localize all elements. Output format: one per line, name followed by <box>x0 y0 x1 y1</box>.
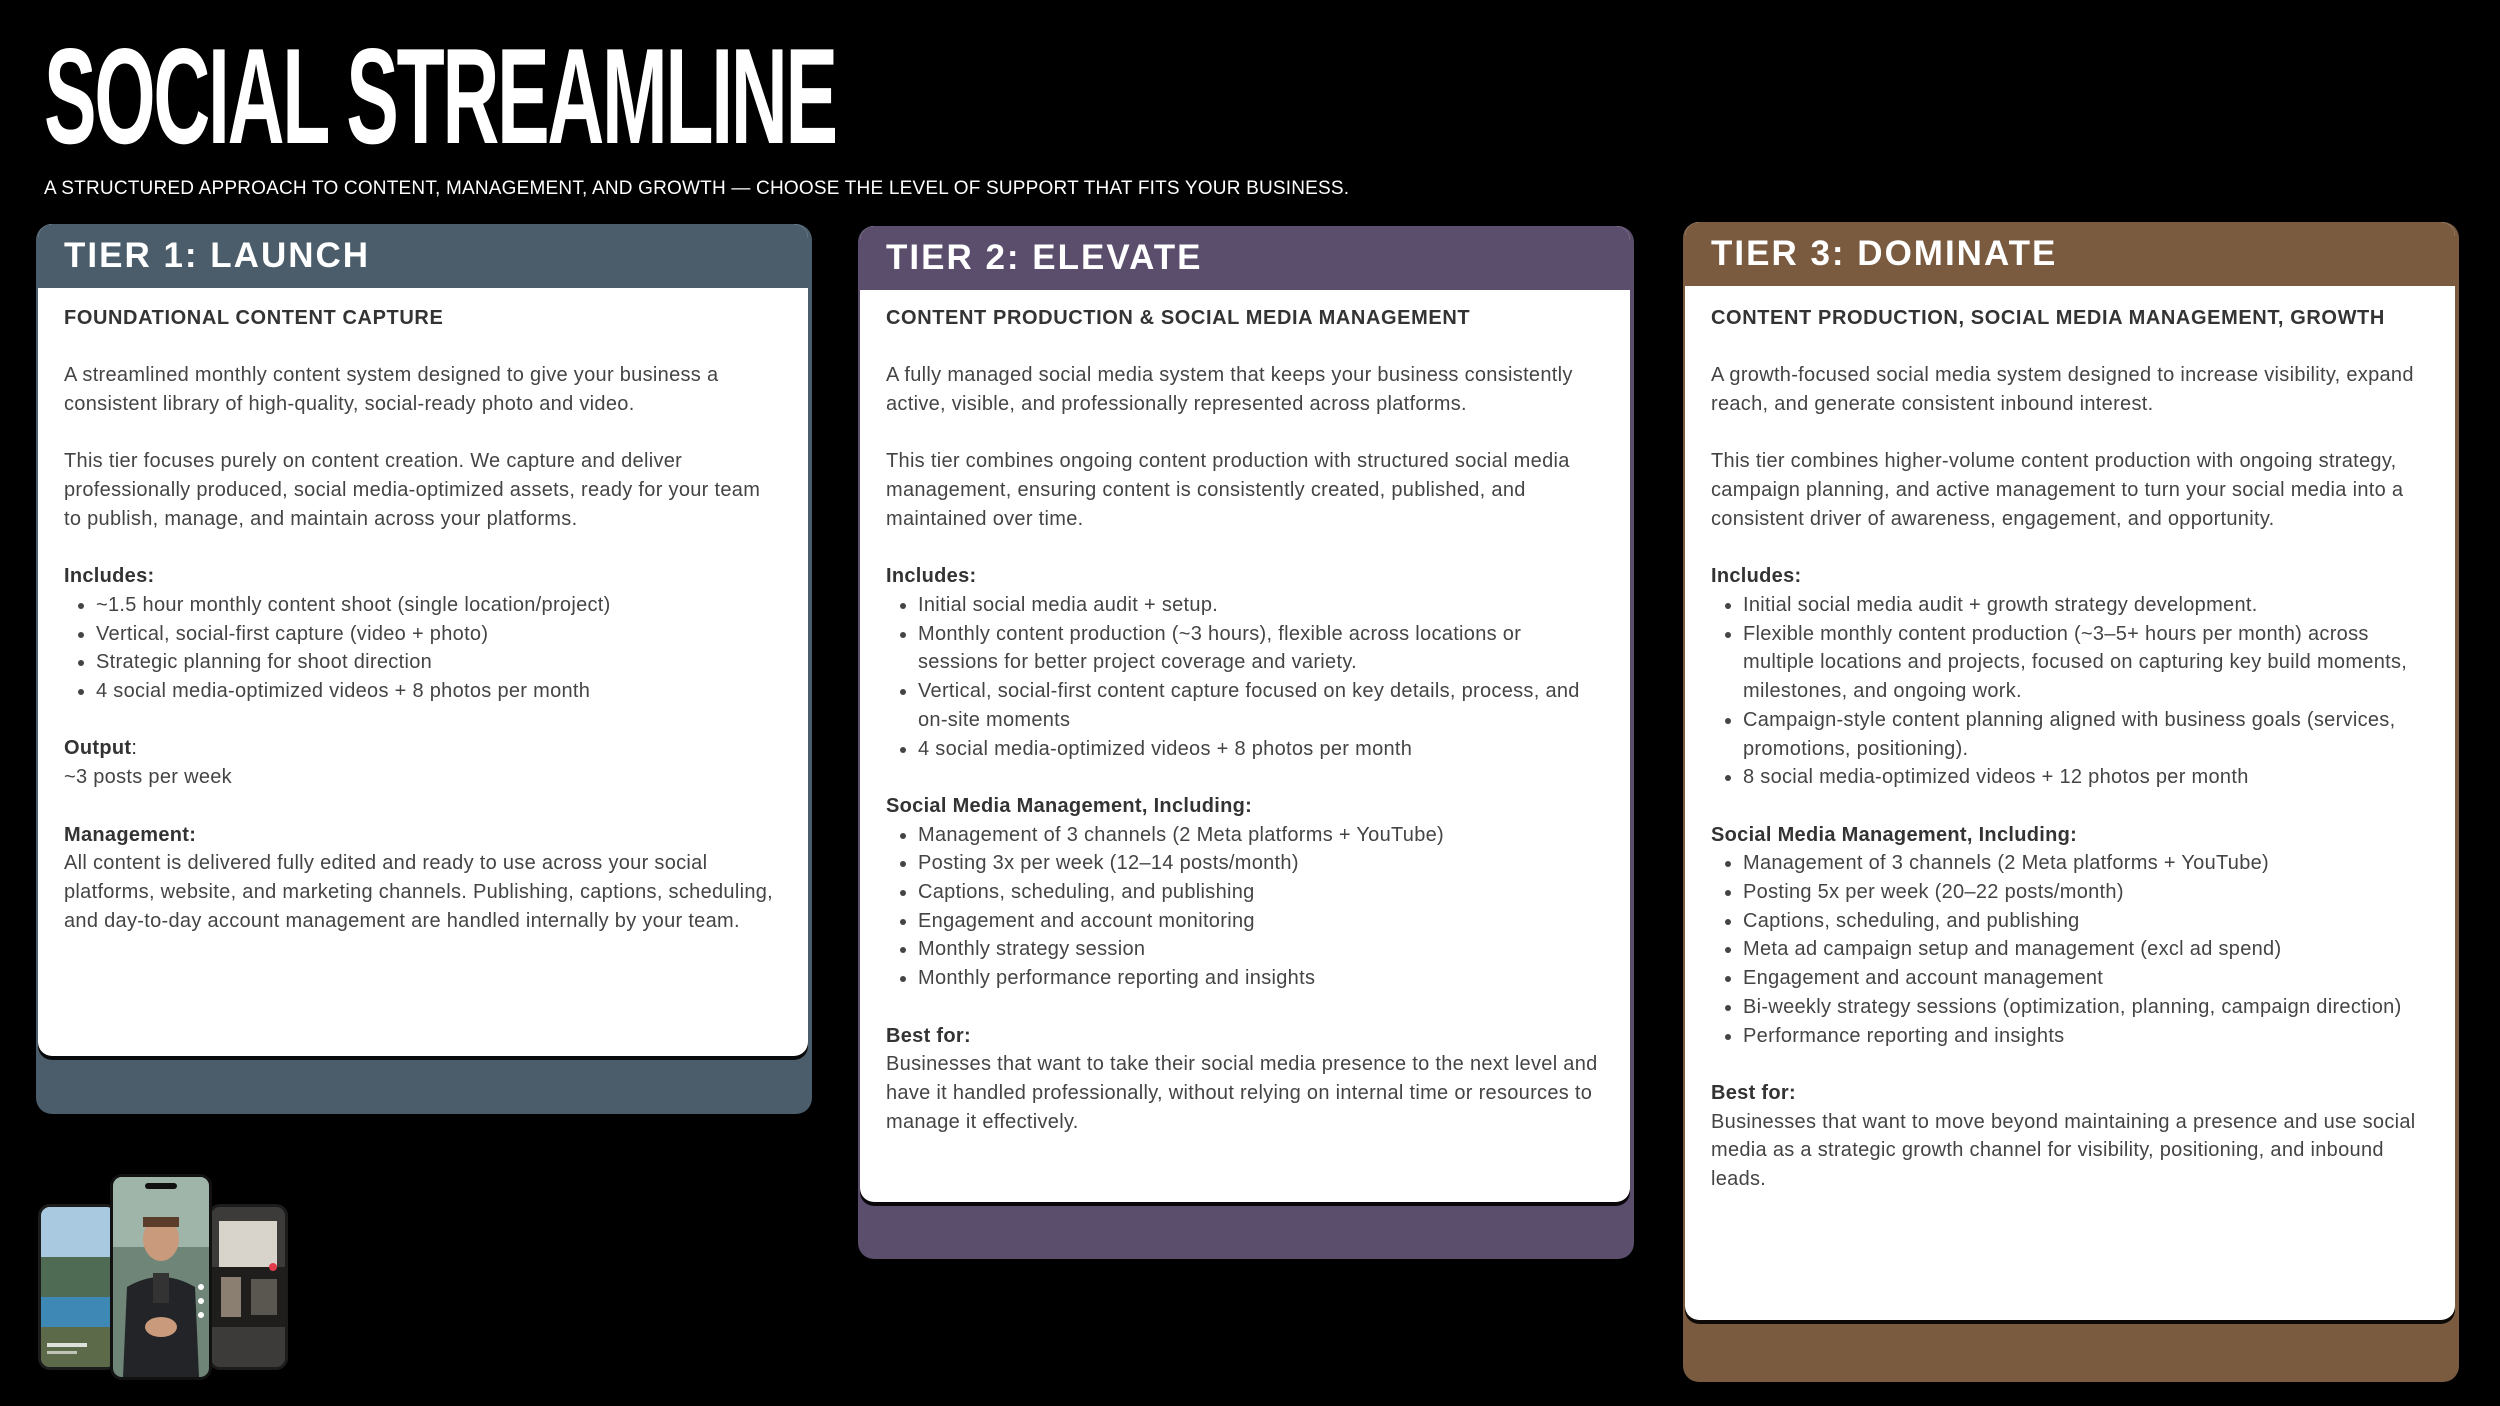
list-item: • Engagement and account management <box>1743 964 2429 993</box>
tier2-card <box>860 226 1630 1202</box>
list-item: • Monthly performance reporting and insights <box>918 964 1604 993</box>
tier2-intro: A fully managed social media system that keeps your business consistently active, visible, and professionally represented across platforms. <box>886 364 1573 416</box>
list-item: • Vertical, social-first content capture focused on key details, process, and on-site moments <box>918 677 1604 734</box>
tier2-focus: This tier combines ongoing content production with structured social media management, ensuring content is consistently created, published, and maintained over time. <box>886 450 1570 530</box>
tier1-output-label <box>64 734 782 763</box>
list-item: • Management of 3 channels (2 Meta platforms + YouTube) <box>918 821 1604 850</box>
tier1-body <box>38 288 808 935</box>
tier1-includes-list <box>64 591 782 706</box>
tier1-header <box>38 224 808 288</box>
tier3-subtitle: CONTENT PRODUCTION, SOCIAL MEDIA MANAGEMENT, GROWTH <box>1711 307 2385 329</box>
tier1-management-label: Management: <box>64 823 197 846</box>
tier2-best-label: Best for: <box>886 1024 971 1047</box>
tier2-smm-list <box>886 821 1604 993</box>
tier1-focus: This tier focuses purely on content creation. We capture and deliver professionally produced, social media-optimized assets, ready for your team to publish, manage, and maintain across your platforms. <box>64 450 761 530</box>
tier3-best-text: Businesses that want to move beyond maintaining a presence and use social media as a strategic growth channel for visibility, positioning, and inbound leads. <box>1711 1110 2416 1191</box>
tier2-header <box>860 226 1630 290</box>
list-item: • Posting 5x per week (20–22 posts/month) <box>1743 878 2429 907</box>
list-item: • Performance reporting and insights <box>1743 1022 2429 1051</box>
list-item: • Initial social media audit + growth strategy development. <box>1743 591 2429 620</box>
tier3-includes-label: Includes: <box>1711 565 1802 588</box>
list-item: • Initial social media audit + setup. <box>918 591 1604 620</box>
list-item: • Vertical, social-first capture (video + photo) <box>96 620 782 649</box>
tier1-subtitle: FOUNDATIONAL CONTENT CAPTURE <box>64 307 444 329</box>
tier2-subtitle: CONTENT PRODUCTION & SOCIAL MEDIA MANAGEMENT <box>886 307 1471 329</box>
list-item: • Bi-weekly strategy sessions (optimization, planning, campaign direction) <box>1743 993 2429 1022</box>
tier1-management-text: All content is delivered fully edited and ready to use across your social platforms, website, and marketing channels. Publishing, captions, scheduling, and day-to-day account management are handled internally by your team. <box>64 852 774 932</box>
tier3-body <box>1685 286 2455 1194</box>
tier3-best-label: Best for: <box>1711 1081 1796 1104</box>
tier3-smm-list <box>1711 849 2429 1050</box>
tier1-output-colon: : <box>131 737 138 760</box>
tier2-smm-label: Social Media Management, Including: <box>886 794 1253 817</box>
list-item: • Engagement and account monitoring <box>918 907 1604 936</box>
tier3-intro: A growth-focused social media system designed to increase visibility, expand reach, and generate consistent inbound interest. <box>1711 364 2414 416</box>
tier3-includes-list <box>1711 591 2429 792</box>
list-item: • Captions, scheduling, and publishing <box>918 878 1604 907</box>
tier2-best-text: Businesses that want to take their social media presence to the next level and have it handled professionally, without relying on internal time or resources to manage it effectively. <box>886 1053 1598 1133</box>
tier1-intro: A streamlined monthly content system designed to give your business a consistent library of high-quality, social-ready photo and video. <box>64 364 719 416</box>
tier1-output-label-text: Output <box>64 737 132 760</box>
page-tagline: A STRUCTURED APPROACH TO CONTENT, MANAGEMENT, AND GROWTH — CHOOSE THE LEVEL OF SUPPORT THAT FITS YOUR BUSINESS. <box>44 178 1350 199</box>
tier2-includes-label: Includes: <box>886 565 977 588</box>
list-item: • Strategic planning for shoot direction <box>96 648 782 677</box>
tier3-card <box>1685 222 2455 1320</box>
tier2-title: TIER 2: ELEVATE <box>886 238 1203 277</box>
tier1-includes-label: Includes: <box>64 565 155 588</box>
list-item: • ~1.5 hour monthly content shoot (single location/project) <box>96 591 782 620</box>
tier2-body <box>860 290 1630 1136</box>
tier3-smm-label: Social Media Management, Including: <box>1711 823 2078 846</box>
tier1-output-value: ~3 posts per week <box>64 766 232 789</box>
list-item: • Monthly content production (~3 hours), flexible across locations or sessions for better project coverage and variety. <box>918 620 1604 677</box>
page-title: SOCIAL STREAMLINE <box>44 20 836 172</box>
tier3-header <box>1685 222 2455 286</box>
phone-left-image <box>38 1204 118 1370</box>
list-item: • Meta ad campaign setup and management (excl ad spend) <box>1743 935 2429 964</box>
list-item: • Captions, scheduling, and publishing <box>1743 907 2429 936</box>
list-item: • 8 social media-optimized videos + 12 photos per month <box>1743 763 2429 792</box>
tier3-focus: This tier combines higher-volume content production with ongoing strategy, campaign planning, and active management to turn your social media into a consistent driver of awareness, engagement, and opportunity. <box>1711 450 2404 530</box>
phone-center-image <box>110 1174 212 1380</box>
list-item: • Monthly strategy session <box>918 935 1604 964</box>
list-item: • Flexible monthly content production (~3–5+ hours per month) across multiple locations and projects, focused on capturing key build moments, milestones, and ongoing work. <box>1743 620 2429 706</box>
phone-mockups-image <box>38 1172 286 1378</box>
phone-right-image <box>208 1204 288 1370</box>
list-item: • 4 social media-optimized videos + 8 photos per month <box>918 735 1604 764</box>
tier1-card <box>38 224 808 1056</box>
list-item: • Campaign-style content planning aligned with business goals (services, promotions, positioning). <box>1743 706 2429 763</box>
tier3-title: TIER 3: DOMINATE <box>1711 234 2058 273</box>
tier1-title: TIER 1: LAUNCH <box>64 236 371 275</box>
tier2-includes-list <box>886 591 1604 763</box>
list-item: • Management of 3 channels (2 Meta platforms + YouTube) <box>1743 849 2429 878</box>
list-item: • 4 social media-optimized videos + 8 photos per month <box>96 677 782 706</box>
list-item: • Posting 3x per week (12–14 posts/month) <box>918 849 1604 878</box>
